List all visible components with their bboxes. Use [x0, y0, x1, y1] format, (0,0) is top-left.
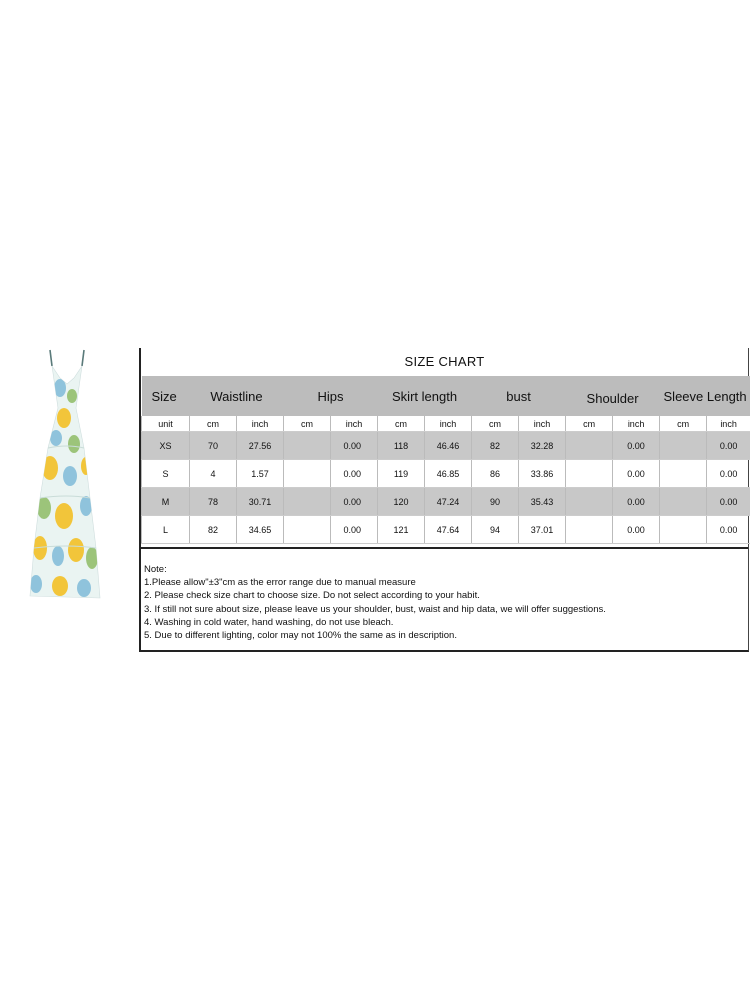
table-row-xs — [142, 432, 750, 460]
table-cell: M — [142, 488, 190, 516]
unit-cell: cm — [378, 416, 425, 432]
table-cell: 4 — [190, 460, 237, 488]
unit-cell: unit — [142, 416, 190, 432]
size-table — [141, 376, 750, 544]
table-cell: 30.71 — [237, 488, 284, 516]
unit-cell: cm — [190, 416, 237, 432]
table-cell: 82 — [472, 432, 519, 460]
table-cell: 0.00 — [331, 488, 378, 516]
table-cell: 0.00 — [613, 432, 660, 460]
note-item: 5. Due to different lighting, color may not 100% the same as in description. — [144, 630, 457, 642]
note-item: 1.Please allow"±3"cm as the error range due to manual measure — [144, 577, 416, 589]
table-cell: 0.00 — [331, 460, 378, 488]
table-cell — [284, 488, 331, 516]
unit-cell: inch — [237, 416, 284, 432]
note-item: 3. If still not sure about size, please leave us your shoulder, bust, waist and hip data, we will offer suggestions. — [144, 603, 606, 615]
table-cell: 120 — [378, 488, 425, 516]
table-cell — [566, 460, 613, 488]
table-cell: 70 — [190, 432, 237, 460]
table-cell — [284, 432, 331, 460]
table-cell: 33.86 — [519, 460, 566, 488]
table-cell — [284, 460, 331, 488]
unit-cell: inch — [519, 416, 566, 432]
table-row-m — [142, 488, 750, 516]
unit-cell: cm — [472, 416, 519, 432]
note-heading: Note: — [144, 564, 167, 575]
table-cell — [660, 488, 707, 516]
table-cell — [566, 432, 613, 460]
table-cell: L — [142, 516, 190, 544]
table-cell: 0.00 — [707, 460, 750, 488]
unit-row — [142, 416, 750, 432]
table-cell: 119 — [378, 460, 425, 488]
table-cell: 82 — [190, 516, 237, 544]
table-cell: XS — [142, 432, 190, 460]
table-cell: 121 — [378, 516, 425, 544]
unit-cell: inch — [613, 416, 660, 432]
notes-section — [141, 547, 748, 642]
table-cell: 0.00 — [707, 432, 750, 460]
table-cell: 37.01 — [519, 516, 566, 544]
header-shoulder: Shoulder — [566, 376, 660, 416]
table-cell: S — [142, 460, 190, 488]
header-size: Size — [142, 376, 190, 416]
header-hips: Hips — [284, 376, 378, 416]
table-cell — [660, 432, 707, 460]
unit-cell: inch — [331, 416, 378, 432]
unit-cell: cm — [660, 416, 707, 432]
table-cell — [566, 516, 613, 544]
header-bust: bust — [472, 376, 566, 416]
table-cell: 47.24 — [425, 488, 472, 516]
table-cell: 78 — [190, 488, 237, 516]
table-cell: 35.43 — [519, 488, 566, 516]
note-item: 4. Washing in cold water, hand washing, do not use bleach. — [144, 616, 394, 628]
header-skirt-length: Skirt length — [378, 376, 472, 416]
unit-cell: inch — [707, 416, 750, 432]
header-sleeve-length: Sleeve Length — [660, 376, 750, 416]
table-cell: 86 — [472, 460, 519, 488]
header-waistline: Waistline — [190, 376, 284, 416]
table-cell: 0.00 — [613, 460, 660, 488]
table-cell: 27.56 — [237, 432, 284, 460]
table-cell: 118 — [378, 432, 425, 460]
table-cell — [660, 460, 707, 488]
table-cell: 0.00 — [707, 516, 750, 544]
table-cell: 94 — [472, 516, 519, 544]
unit-cell: inch — [425, 416, 472, 432]
table-cell: 0.00 — [331, 516, 378, 544]
table-cell — [284, 516, 331, 544]
table-cell: 46.85 — [425, 460, 472, 488]
table-cell: 0.00 — [613, 516, 660, 544]
dress-illustration — [0, 348, 135, 610]
table-cell: 34.65 — [237, 516, 284, 544]
unit-cell: cm — [284, 416, 331, 432]
table-row-s — [142, 460, 750, 488]
chart-title: SIZE CHART — [404, 354, 485, 369]
table-cell — [566, 488, 613, 516]
header-row — [142, 376, 750, 416]
table-cell: 0.00 — [707, 488, 750, 516]
size-chart — [139, 348, 749, 652]
unit-cell: cm — [566, 416, 613, 432]
table-cell: 1.57 — [237, 460, 284, 488]
table-cell: 90 — [472, 488, 519, 516]
table-cell: 32.28 — [519, 432, 566, 460]
table-cell: 0.00 — [331, 432, 378, 460]
table-cell — [660, 516, 707, 544]
table-cell: 0.00 — [613, 488, 660, 516]
product-image-dress — [0, 348, 135, 610]
table-cell: 46.46 — [425, 432, 472, 460]
table-row-l — [142, 516, 750, 544]
note-item: 2. Please check size chart to choose size. Do not select according to your habit. — [144, 590, 480, 602]
table-cell: 47.64 — [425, 516, 472, 544]
